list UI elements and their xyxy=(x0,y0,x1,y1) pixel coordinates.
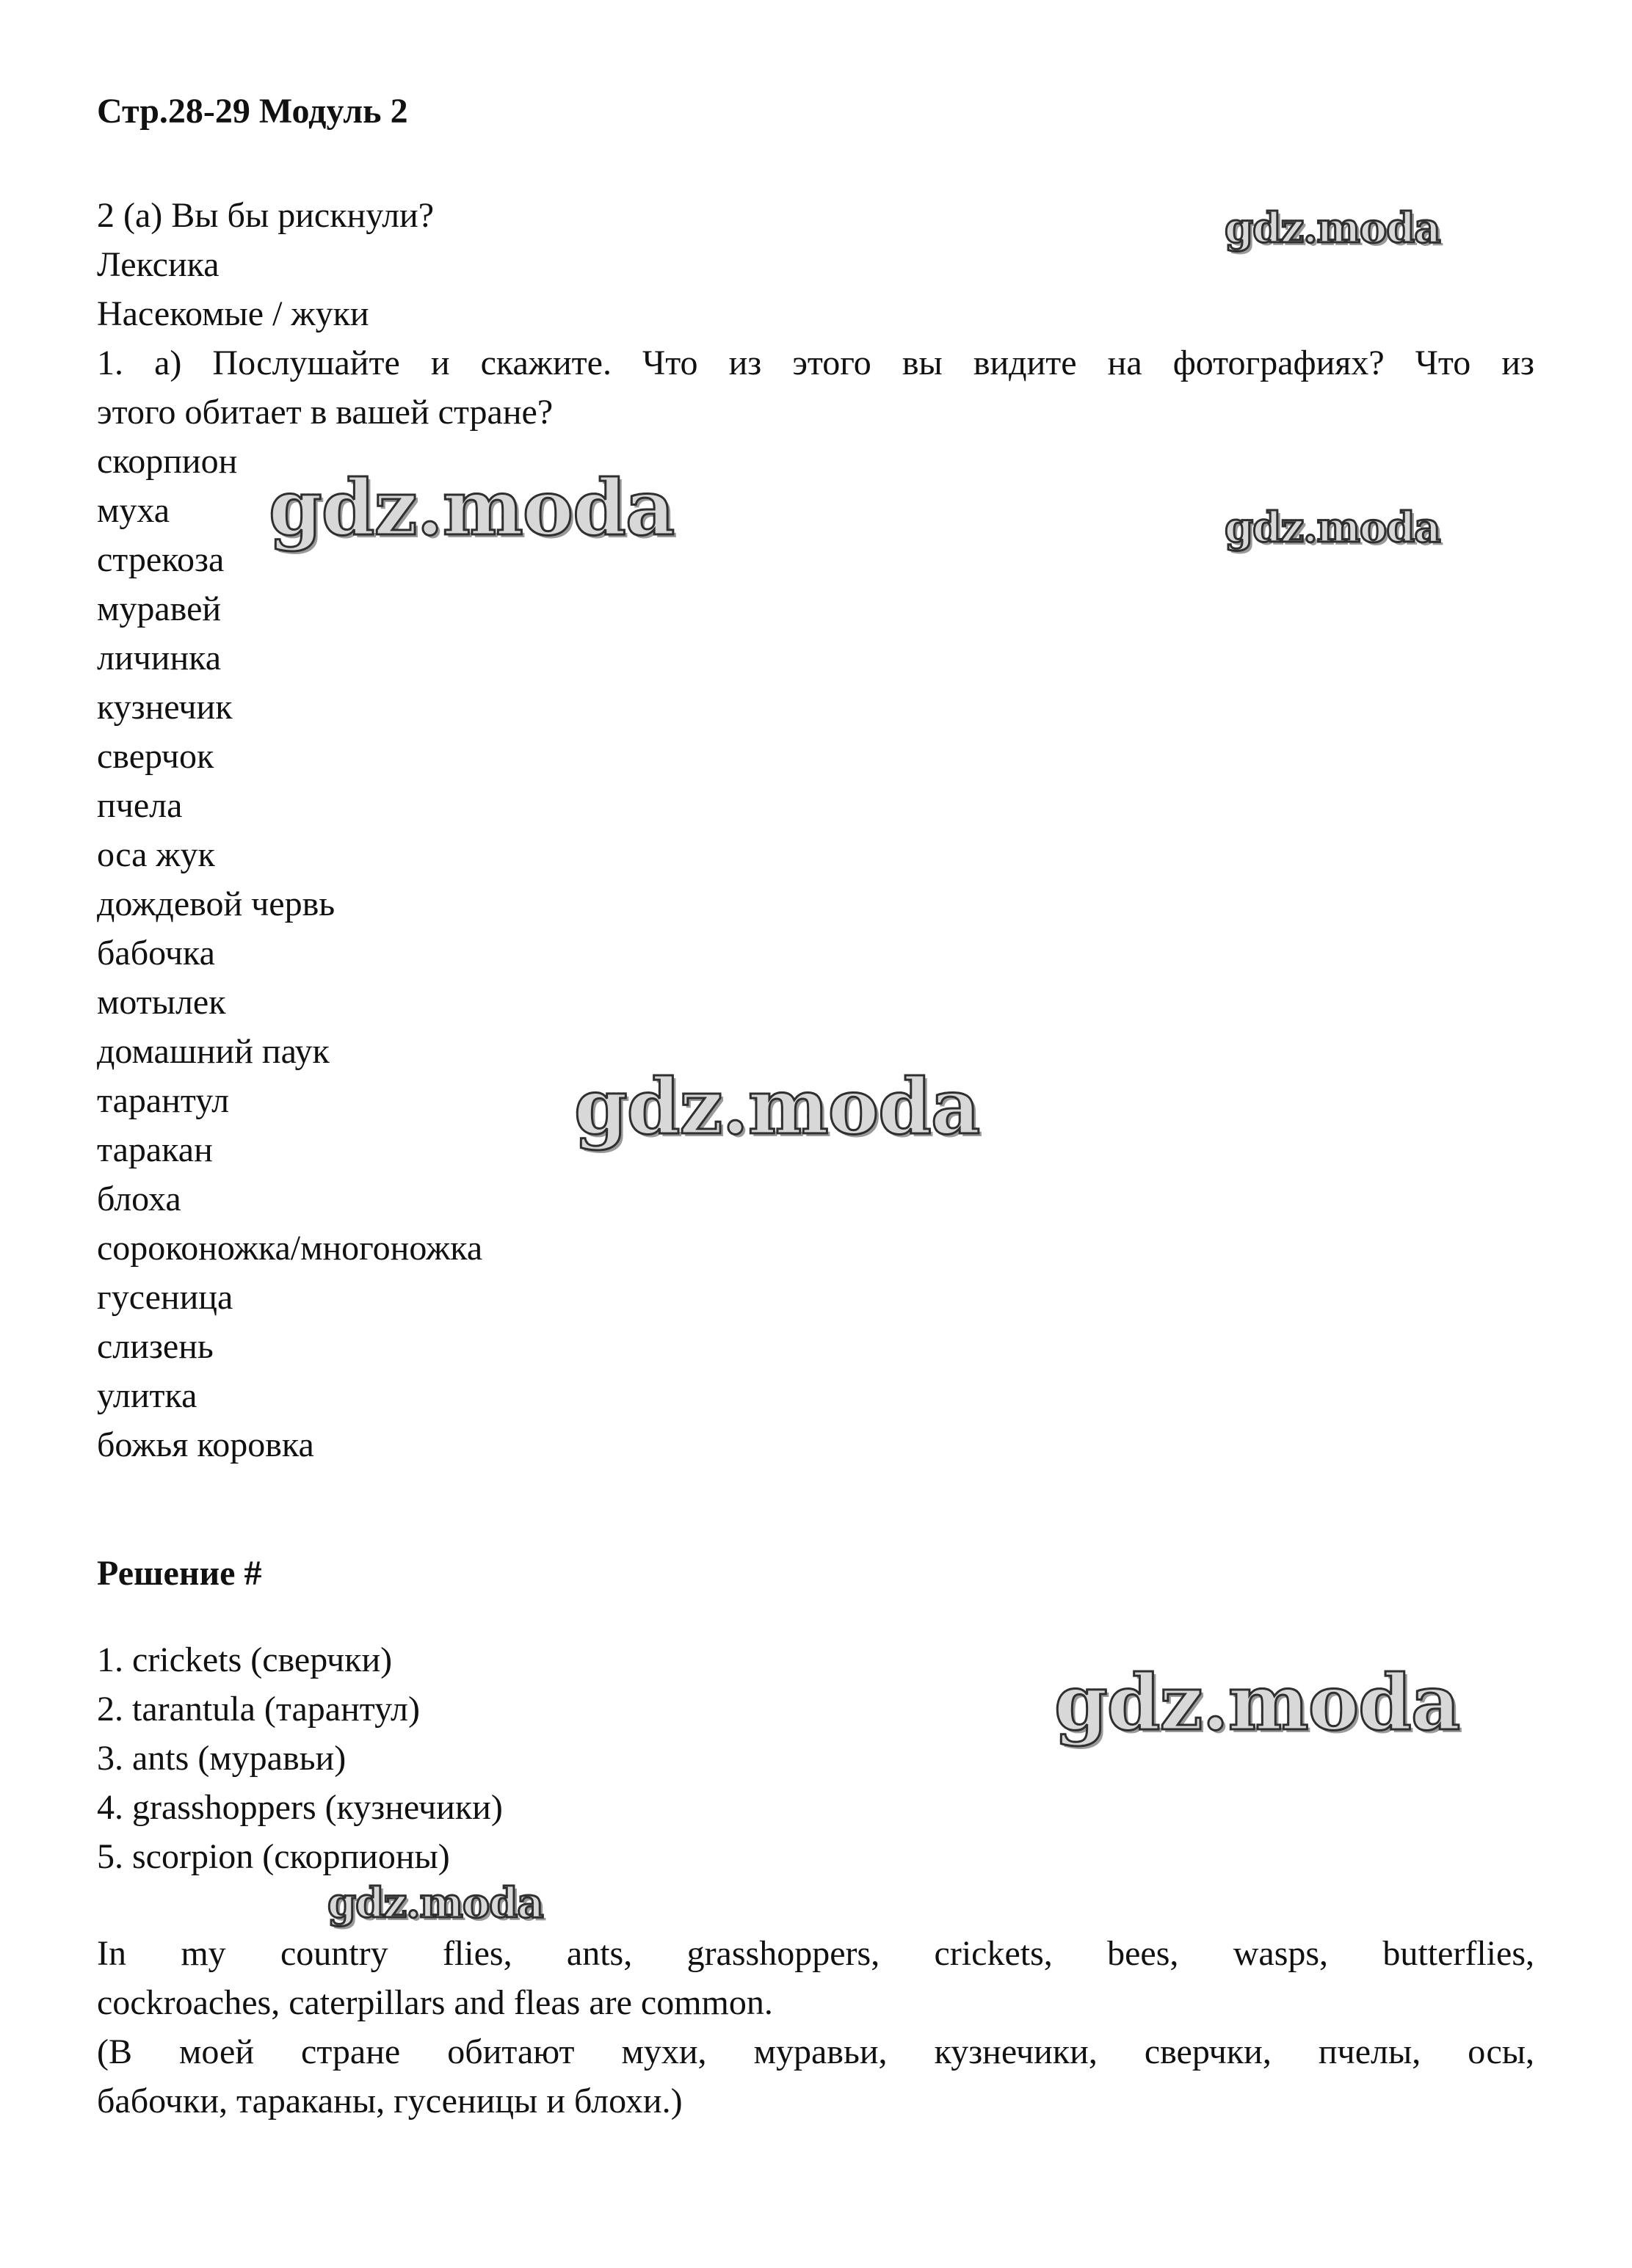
vocab-item: улитка xyxy=(97,1376,197,1415)
vocab-item: пчела xyxy=(97,786,183,825)
vocab-item: слизень xyxy=(97,1327,214,1366)
solution-heading: Решение # xyxy=(97,1554,262,1593)
subtopic-label: Насекомые / жуки xyxy=(97,294,369,333)
vocab-item: божья коровка xyxy=(97,1425,314,1464)
watermark-logo: gdz.moda xyxy=(1225,204,1440,252)
answer-item: 2. tarantula (тарантул) xyxy=(97,1690,420,1729)
vocab-item: бабочка xyxy=(97,934,215,973)
vocab-item: муравей xyxy=(97,589,222,628)
vocab-item: таракан xyxy=(97,1130,213,1169)
watermark-logo: gdz.moda xyxy=(1054,1657,1460,1748)
watermark-logo: gdz.moda xyxy=(327,1879,543,1927)
answer-item: 5. scorpion (скорпионы) xyxy=(97,1837,450,1876)
watermark-logo: gdz.moda xyxy=(574,1061,980,1152)
vocab-item: сороконожка/многоножка xyxy=(97,1229,483,1268)
vocab-item: оса жук xyxy=(97,835,215,874)
watermark-logo: gdz.moda xyxy=(269,462,675,553)
section-title: 2 (a) Вы бы рискнули? xyxy=(97,196,435,235)
vocab-item: кузнечик xyxy=(97,688,233,727)
english-paragraph-line-2: cockroaches, caterpillars and fleas are common. xyxy=(97,1983,773,2022)
vocab-item: сверчок xyxy=(97,737,214,776)
page-title: Стр.28-29 Модуль 2 xyxy=(97,92,408,131)
answer-item: 3. ants (муравьи) xyxy=(97,1739,347,1778)
vocab-item: стрекоза xyxy=(97,540,225,579)
vocab-item: личинка xyxy=(97,639,222,677)
question-line-2: этого обитает в вашей стране? xyxy=(97,393,554,432)
vocab-item: тарантул xyxy=(97,1081,230,1120)
vocab-item: гусеница xyxy=(97,1278,233,1317)
question-line-1: 1. а) Послушайте и скажите. Что из этого вы видите на фотографиях? Что из xyxy=(97,344,1534,382)
vocab-item: мотылек xyxy=(97,983,226,1022)
vocab-item: муха xyxy=(97,491,170,530)
english-paragraph-line-1: In my country flies, ants, grasshoppers, crickets, bees, wasps, butterflies, xyxy=(97,1934,1534,1973)
vocab-item: домашний паук xyxy=(97,1032,330,1071)
russian-paragraph-line-1: (В моей стране обитают мухи, муравьи, кузнечики, сверчки, пчелы, осы, xyxy=(97,2032,1534,2071)
answer-item: 1. crickets (сверчки) xyxy=(97,1640,393,1679)
russian-paragraph-line-2: бабочки, тараканы, гусеницы и блохи.) xyxy=(97,2082,683,2120)
topic-label: Лексика xyxy=(97,245,220,284)
vocab-item: блоха xyxy=(97,1180,181,1218)
answer-item: 4. grasshoppers (кузнечики) xyxy=(97,1788,503,1827)
vocab-item: скорпион xyxy=(97,442,238,481)
watermark-logo: gdz.moda xyxy=(1225,504,1440,552)
vocab-item: дождевой червь xyxy=(97,884,336,923)
